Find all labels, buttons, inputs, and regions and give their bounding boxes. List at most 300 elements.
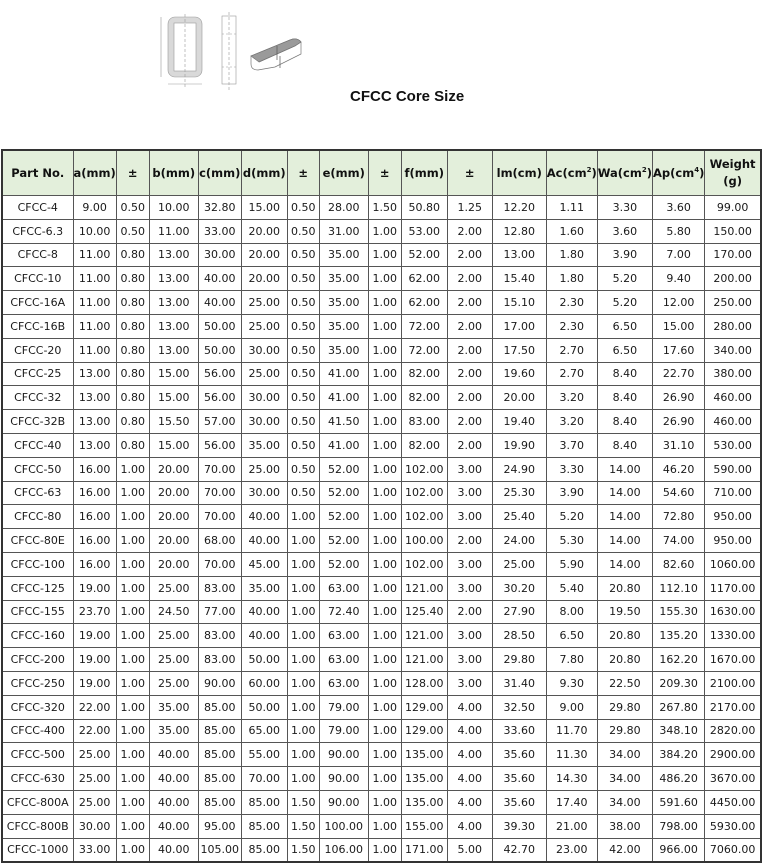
part-number-cell: CFCC-6.3 — [2, 219, 73, 243]
table-cell: 8.00 — [546, 600, 597, 624]
table-cell: 102.00 — [401, 552, 447, 576]
part-number-cell: CFCC-400 — [2, 719, 73, 743]
table-cell: 5.40 — [546, 576, 597, 600]
table-cell: 1.00 — [116, 767, 149, 791]
table-cell: 0.50 — [287, 433, 319, 457]
column-header-suffix: ) — [591, 166, 597, 180]
table-cell: 30.00 — [241, 338, 287, 362]
table-cell: 34.00 — [597, 743, 652, 767]
table-row — [2, 767, 761, 791]
table-cell: 11.30 — [546, 743, 597, 767]
table-cell: 34.00 — [597, 790, 652, 814]
table-cell: 2.00 — [447, 219, 492, 243]
table-cell: 1.00 — [368, 529, 401, 553]
table-cell: 11.00 — [73, 291, 116, 315]
isometric-core-icon — [251, 39, 301, 70]
table-cell: 15.00 — [149, 433, 198, 457]
table-cell: 20.00 — [149, 505, 198, 529]
part-number-cell: CFCC-32 — [2, 386, 73, 410]
table-row — [2, 529, 761, 553]
table-cell: 1.11 — [546, 196, 597, 220]
table-cell: 1.00 — [368, 838, 401, 862]
table-cell: 171.00 — [401, 838, 447, 862]
table-cell: 25.00 — [492, 552, 546, 576]
table-row — [2, 267, 761, 291]
table-cell: 11.00 — [149, 219, 198, 243]
table-row — [2, 719, 761, 743]
table-cell: 56.00 — [198, 433, 241, 457]
table-cell: 34.00 — [597, 767, 652, 791]
table-cell: 25.30 — [492, 481, 546, 505]
column-header — [198, 150, 241, 196]
table-cell: 2.00 — [447, 386, 492, 410]
table-cell: 0.80 — [116, 243, 149, 267]
table-cell: 1.00 — [368, 576, 401, 600]
table-cell: 42.00 — [597, 838, 652, 862]
table-cell: 3.00 — [447, 576, 492, 600]
table-cell: 170.00 — [705, 243, 761, 267]
table-cell: 0.50 — [287, 196, 319, 220]
table-row — [2, 219, 761, 243]
table-cell: 7.80 — [546, 648, 597, 672]
table-cell: 85.00 — [241, 838, 287, 862]
part-number-cell: CFCC-4 — [2, 196, 73, 220]
table-cell: 35.00 — [149, 695, 198, 719]
table-cell: 3.20 — [546, 386, 597, 410]
table-cell: 3670.00 — [705, 767, 761, 791]
table-cell: 25.00 — [149, 576, 198, 600]
table-cell: 1.00 — [368, 457, 401, 481]
column-header — [705, 150, 761, 196]
table-row — [2, 433, 761, 457]
table-cell: 52.00 — [319, 552, 368, 576]
table-cell: 14.00 — [597, 529, 652, 553]
table-row — [2, 576, 761, 600]
table-cell: 26.90 — [652, 386, 704, 410]
table-cell: 10.00 — [73, 219, 116, 243]
table-cell: 135.00 — [401, 790, 447, 814]
table-cell: 40.00 — [149, 790, 198, 814]
table-cell: 85.00 — [198, 719, 241, 743]
table-cell: 22.50 — [597, 671, 652, 695]
table-cell: 28.00 — [319, 196, 368, 220]
table-cell: 29.80 — [492, 648, 546, 672]
table-cell: 50.00 — [198, 314, 241, 338]
table-cell: 1670.00 — [705, 648, 761, 672]
table-cell: 135.00 — [401, 743, 447, 767]
table-cell: 162.20 — [652, 648, 704, 672]
table-cell: 0.50 — [287, 338, 319, 362]
table-cell: 35.00 — [241, 576, 287, 600]
part-number-cell: CFCC-630 — [2, 767, 73, 791]
table-cell: 1.00 — [116, 505, 149, 529]
table-cell: 16.00 — [73, 529, 116, 553]
table-cell: 83.00 — [198, 624, 241, 648]
table-cell: 1.00 — [368, 243, 401, 267]
table-cell: 1.50 — [287, 814, 319, 838]
table-cell: 52.00 — [401, 243, 447, 267]
table-cell: 72.40 — [319, 600, 368, 624]
part-number-cell: CFCC-100 — [2, 552, 73, 576]
table-cell: 102.00 — [401, 481, 447, 505]
table-cell: 1.80 — [546, 243, 597, 267]
table-cell: 83.00 — [198, 648, 241, 672]
table-cell: 13.00 — [73, 433, 116, 457]
part-number-cell: CFCC-40 — [2, 433, 73, 457]
table-cell: 25.00 — [241, 291, 287, 315]
table-cell: 11.70 — [546, 719, 597, 743]
table-cell: 950.00 — [705, 505, 761, 529]
table-cell: 52.00 — [319, 457, 368, 481]
table-row — [2, 695, 761, 719]
column-header-label: ± — [127, 166, 138, 180]
table-cell: 1.00 — [287, 624, 319, 648]
table-cell: 4.00 — [447, 695, 492, 719]
table-cell: 40.00 — [149, 838, 198, 862]
table-cell: 60.00 — [241, 671, 287, 695]
header-row — [2, 150, 761, 196]
column-header-label: b(mm) — [152, 166, 196, 180]
table-cell: 128.00 — [401, 671, 447, 695]
table-cell: 950.00 — [705, 529, 761, 553]
table-cell: 1.00 — [368, 814, 401, 838]
column-header-label: Ac(cm — [546, 166, 587, 180]
table-row — [2, 410, 761, 434]
column-header-label: c(mm) — [199, 166, 241, 180]
table-cell: 1.60 — [546, 219, 597, 243]
table-cell: 1.00 — [368, 600, 401, 624]
table-cell: 9.00 — [73, 196, 116, 220]
table-cell: 41.50 — [319, 410, 368, 434]
table-cell: 2.30 — [546, 291, 597, 315]
table-cell: 39.30 — [492, 814, 546, 838]
table-cell: 32.50 — [492, 695, 546, 719]
table-cell: 5.20 — [546, 505, 597, 529]
part-number-cell: CFCC-80 — [2, 505, 73, 529]
table-row — [2, 314, 761, 338]
table-cell: 72.00 — [401, 314, 447, 338]
table-cell: 40.00 — [241, 505, 287, 529]
table-cell: 15.00 — [652, 314, 704, 338]
table-cell: 15.50 — [149, 410, 198, 434]
table-cell: 1.00 — [368, 648, 401, 672]
table-cell: 13.00 — [149, 314, 198, 338]
part-number-cell: CFCC-800B — [2, 814, 73, 838]
column-header-label: Part No. — [11, 166, 65, 180]
table-cell: 5930.00 — [705, 814, 761, 838]
table-cell: 17.50 — [492, 338, 546, 362]
table-cell: 20.00 — [241, 267, 287, 291]
table-cell: 155.30 — [652, 600, 704, 624]
table-cell: 135.20 — [652, 624, 704, 648]
table-cell: 7.00 — [652, 243, 704, 267]
table-cell: 52.00 — [319, 505, 368, 529]
table-cell: 2.00 — [447, 338, 492, 362]
table-cell: 50.00 — [198, 338, 241, 362]
table-cell: 0.50 — [287, 219, 319, 243]
table-cell: 25.00 — [73, 743, 116, 767]
table-cell: 14.00 — [597, 457, 652, 481]
column-header — [2, 150, 73, 196]
table-cell: 56.00 — [198, 386, 241, 410]
table-cell: 30.00 — [198, 243, 241, 267]
table-cell: 2170.00 — [705, 695, 761, 719]
table-cell: 5.20 — [597, 267, 652, 291]
part-number-cell: CFCC-160 — [2, 624, 73, 648]
table-cell: 1.00 — [368, 362, 401, 386]
table-cell: 1.00 — [116, 457, 149, 481]
table-cell: 1.00 — [287, 600, 319, 624]
table-cell: 14.00 — [597, 505, 652, 529]
column-header-exponent: 4 — [694, 166, 700, 175]
table-cell: 50.00 — [241, 695, 287, 719]
table-cell: 72.00 — [401, 338, 447, 362]
table-cell: 3.90 — [597, 243, 652, 267]
table-cell: 250.00 — [705, 291, 761, 315]
table-cell: 40.00 — [241, 600, 287, 624]
table-cell: 3.90 — [546, 481, 597, 505]
table-cell: 41.00 — [319, 433, 368, 457]
table-cell: 0.50 — [287, 457, 319, 481]
table-cell: 1.00 — [287, 719, 319, 743]
column-header-label: Weight (g) — [709, 157, 756, 188]
table-cell: 460.00 — [705, 386, 761, 410]
table-cell: 1.00 — [116, 838, 149, 862]
part-number-cell: CFCC-800A — [2, 790, 73, 814]
table-cell: 0.50 — [287, 314, 319, 338]
table-cell: 19.40 — [492, 410, 546, 434]
table-cell: 1.00 — [368, 219, 401, 243]
table-row — [2, 338, 761, 362]
table-cell: 79.00 — [319, 695, 368, 719]
table-cell: 82.60 — [652, 552, 704, 576]
table-cell: 22.00 — [73, 695, 116, 719]
table-cell: 85.00 — [198, 743, 241, 767]
table-cell: 0.50 — [116, 219, 149, 243]
table-cell: 10.00 — [149, 196, 198, 220]
column-header-suffix: ) — [646, 166, 652, 180]
table-cell: 20.80 — [597, 648, 652, 672]
table-cell: 1.00 — [116, 552, 149, 576]
table-cell: 35.00 — [319, 267, 368, 291]
table-cell: 486.20 — [652, 767, 704, 791]
table-cell: 35.00 — [319, 314, 368, 338]
core-size-table-container — [1, 149, 762, 863]
table-cell: 2.30 — [546, 314, 597, 338]
table-cell: 2.00 — [447, 314, 492, 338]
table-body — [2, 196, 761, 863]
table-cell: 30.00 — [241, 386, 287, 410]
table-cell: 0.50 — [287, 481, 319, 505]
table-cell: 2.00 — [447, 410, 492, 434]
table-cell: 135.00 — [401, 767, 447, 791]
table-cell: 13.00 — [149, 338, 198, 362]
table-cell: 267.80 — [652, 695, 704, 719]
table-cell: 29.80 — [597, 695, 652, 719]
table-cell: 55.00 — [241, 743, 287, 767]
table-cell: 24.00 — [492, 529, 546, 553]
table-cell: 25.40 — [492, 505, 546, 529]
table-cell: 1.00 — [287, 648, 319, 672]
table-cell: 63.00 — [319, 671, 368, 695]
table-cell: 1.00 — [116, 648, 149, 672]
part-number-cell: CFCC-155 — [2, 600, 73, 624]
table-cell: 22.00 — [73, 719, 116, 743]
table-cell: 25.00 — [241, 457, 287, 481]
table-cell: 1.00 — [368, 719, 401, 743]
table-header — [2, 150, 761, 196]
table-cell: 1.00 — [287, 743, 319, 767]
table-cell: 14.00 — [597, 481, 652, 505]
table-cell: 45.00 — [241, 552, 287, 576]
table-cell: 1.00 — [116, 743, 149, 767]
table-cell: 129.00 — [401, 695, 447, 719]
table-cell: 12.20 — [492, 196, 546, 220]
column-header-label: lm(cm) — [496, 166, 542, 180]
table-cell: 2.70 — [546, 362, 597, 386]
table-cell: 15.40 — [492, 267, 546, 291]
table-cell: 70.00 — [241, 767, 287, 791]
table-cell: 5.30 — [546, 529, 597, 553]
table-cell: 1630.00 — [705, 600, 761, 624]
table-cell: 4.00 — [447, 790, 492, 814]
table-cell: 40.00 — [241, 529, 287, 553]
table-cell: 23.00 — [546, 838, 597, 862]
table-cell: 11.00 — [73, 338, 116, 362]
table-cell: 12.00 — [652, 291, 704, 315]
table-cell: 6.50 — [546, 624, 597, 648]
column-header — [73, 150, 116, 196]
column-header-suffix: ) — [699, 166, 705, 180]
table-cell: 5.00 — [447, 838, 492, 862]
table-cell: 25.00 — [149, 624, 198, 648]
table-cell: 14.00 — [597, 552, 652, 576]
page-title: CFCC Core Size — [350, 88, 465, 105]
table-cell: 5.20 — [597, 291, 652, 315]
table-cell: 20.00 — [492, 386, 546, 410]
table-cell: 30.00 — [241, 410, 287, 434]
table-cell: 17.40 — [546, 790, 597, 814]
table-row — [2, 362, 761, 386]
table-cell: 30.20 — [492, 576, 546, 600]
table-cell: 16.00 — [73, 457, 116, 481]
part-number-cell: CFCC-10 — [2, 267, 73, 291]
table-row — [2, 624, 761, 648]
table-cell: 35.00 — [241, 433, 287, 457]
table-cell: 33.00 — [73, 838, 116, 862]
table-cell: 16.00 — [73, 552, 116, 576]
table-cell: 35.60 — [492, 767, 546, 791]
table-cell: 2.00 — [447, 600, 492, 624]
table-cell: 1.00 — [368, 743, 401, 767]
table-row — [2, 196, 761, 220]
column-header — [401, 150, 447, 196]
table-cell: 40.00 — [149, 767, 198, 791]
table-cell: 121.00 — [401, 648, 447, 672]
table-cell: 0.80 — [116, 362, 149, 386]
table-cell: 100.00 — [401, 529, 447, 553]
side-view-icon — [222, 12, 236, 90]
table-cell: 85.00 — [198, 695, 241, 719]
table-cell: 63.00 — [319, 624, 368, 648]
table-cell: 1.00 — [116, 814, 149, 838]
table-cell: 0.50 — [287, 386, 319, 410]
table-cell: 1.00 — [368, 291, 401, 315]
table-cell: 15.00 — [149, 386, 198, 410]
table-cell: 40.00 — [149, 743, 198, 767]
part-number-cell: CFCC-32B — [2, 410, 73, 434]
table-cell: 31.00 — [319, 219, 368, 243]
table-row — [2, 291, 761, 315]
part-number-cell: CFCC-500 — [2, 743, 73, 767]
table-cell: 1.50 — [368, 196, 401, 220]
table-cell: 35.60 — [492, 790, 546, 814]
table-cell: 102.00 — [401, 457, 447, 481]
table-cell: 1.00 — [116, 600, 149, 624]
column-header — [116, 150, 149, 196]
table-cell: 90.00 — [319, 743, 368, 767]
table-cell: 106.00 — [319, 838, 368, 862]
table-cell: 19.90 — [492, 433, 546, 457]
table-cell: 7060.00 — [705, 838, 761, 862]
table-cell: 82.00 — [401, 362, 447, 386]
table-cell: 52.00 — [319, 529, 368, 553]
table-cell: 2820.00 — [705, 719, 761, 743]
part-number-cell: CFCC-8 — [2, 243, 73, 267]
table-cell: 4450.00 — [705, 790, 761, 814]
table-cell: 19.60 — [492, 362, 546, 386]
table-cell: 35.60 — [492, 743, 546, 767]
table-cell: 3.30 — [546, 457, 597, 481]
table-cell: 2.00 — [447, 433, 492, 457]
table-cell: 33.60 — [492, 719, 546, 743]
table-cell: 1.25 — [447, 196, 492, 220]
table-cell: 13.00 — [149, 243, 198, 267]
column-header — [546, 150, 597, 196]
table-cell: 77.00 — [198, 600, 241, 624]
table-cell: 280.00 — [705, 314, 761, 338]
table-cell: 20.00 — [241, 219, 287, 243]
table-cell: 3.00 — [447, 671, 492, 695]
table-cell: 0.50 — [116, 196, 149, 220]
table-cell: 3.60 — [652, 196, 704, 220]
table-cell: 32.80 — [198, 196, 241, 220]
table-cell: 20.00 — [149, 457, 198, 481]
core-size-table — [1, 149, 762, 863]
part-number-cell: CFCC-16A — [2, 291, 73, 315]
table-cell: 591.60 — [652, 790, 704, 814]
table-cell: 1.00 — [368, 767, 401, 791]
table-row — [2, 386, 761, 410]
table-cell: 30.00 — [73, 814, 116, 838]
table-cell: 2.00 — [447, 529, 492, 553]
table-cell: 11.00 — [73, 314, 116, 338]
table-cell: 11.00 — [73, 243, 116, 267]
table-cell: 8.40 — [597, 410, 652, 434]
table-cell: 0.50 — [287, 291, 319, 315]
table-cell: 15.10 — [492, 291, 546, 315]
column-header-label: d(mm) — [242, 166, 286, 180]
table-cell: 83.00 — [198, 576, 241, 600]
table-cell: 21.00 — [546, 814, 597, 838]
table-cell: 24.90 — [492, 457, 546, 481]
table-cell: 0.50 — [287, 362, 319, 386]
table-cell: 54.60 — [652, 481, 704, 505]
table-cell: 4.00 — [447, 743, 492, 767]
table-cell: 0.80 — [116, 433, 149, 457]
part-number-cell: CFCC-16B — [2, 314, 73, 338]
table-cell: 2100.00 — [705, 671, 761, 695]
